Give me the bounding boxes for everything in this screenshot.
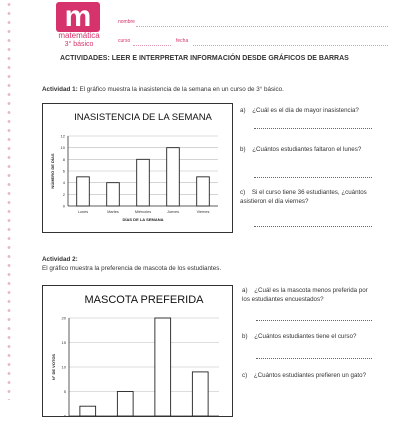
answer-line-1b[interactable] xyxy=(254,177,372,178)
logo-letter: m xyxy=(64,0,92,33)
bar xyxy=(117,392,133,417)
logo-grade: 3° básico xyxy=(64,41,94,48)
question-1a-letter: a) xyxy=(240,107,246,114)
y-tick-label: 10 xyxy=(60,145,65,151)
x-tick-label: Miércoles xyxy=(134,210,152,214)
dotted-border xyxy=(5,0,13,400)
activity-1-heading xyxy=(42,86,284,93)
bar xyxy=(197,177,210,206)
y-tick-label: 10 xyxy=(61,364,66,370)
bar xyxy=(77,177,90,206)
y-axis-label: NÚMERO DE DÍAS xyxy=(50,153,55,189)
activity-2-label-text: Actividad 2: xyxy=(42,256,78,263)
bar xyxy=(155,318,171,416)
question-2b-letter: b) xyxy=(242,333,248,340)
chart-title: MASCOTA PREFERIDA xyxy=(84,294,204,306)
y-tick-label: 5 xyxy=(63,389,66,394)
date-label: fecha xyxy=(176,38,189,44)
logo-icon xyxy=(56,2,100,32)
bar xyxy=(192,372,208,416)
y-axis-label: N° DE VOTOS xyxy=(51,353,56,381)
question-2b xyxy=(242,333,382,342)
answer-line-2a[interactable] xyxy=(256,320,372,321)
y-tick-label: 2 xyxy=(62,191,65,197)
page-title: ACTIVIDADES: LEER E INTERPRETAR INFORMACIÓN DESDE GRÁFICOS DE BARRAS xyxy=(60,55,349,62)
question-2a xyxy=(242,287,376,304)
course-line[interactable] xyxy=(133,45,171,46)
bar xyxy=(137,159,150,206)
x-tick-label: Jueves xyxy=(166,210,180,214)
y-tick-label: 0 xyxy=(62,203,65,209)
question-2a-text: ¿Cuál es la mascota menos preferida por los estudiantes encuestados? xyxy=(242,287,368,303)
absence-chart xyxy=(42,103,233,233)
question-1a-text: ¿Cuál es el día de mayor inasistencia? xyxy=(252,107,359,114)
y-tick-label: 6 xyxy=(62,168,65,174)
question-1c xyxy=(240,189,374,206)
question-2a-letter: a) xyxy=(242,287,248,294)
activity-1-label: Actividad 1: xyxy=(42,86,78,93)
name-line[interactable] xyxy=(136,26,388,27)
y-tick-label: 12 xyxy=(60,133,65,139)
question-1b-text: ¿Cuántos estudiantes faltaron el lunes? xyxy=(252,146,362,153)
answer-line-1c[interactable] xyxy=(254,226,372,227)
y-tick-label: 0 xyxy=(63,413,66,416)
question-1b-letter: b) xyxy=(240,146,246,153)
x-axis-label: DÍAS DE LA SEMANA xyxy=(122,217,164,222)
answer-line-2b[interactable] xyxy=(256,358,372,359)
question-1b xyxy=(240,146,372,155)
x-tick-label: Viernes xyxy=(196,210,210,214)
bar xyxy=(80,406,96,416)
absence-chart-svg xyxy=(43,104,232,232)
question-1c-text: Si el curso tiene 36 estudiantes, ¿cuántos asistieron el día viernes? xyxy=(240,189,367,205)
activity-1-text: El gráfico muestra la inasistencia de la semana en un curso de 3° básico. xyxy=(79,86,284,93)
question-1c-letter: c) xyxy=(240,189,246,196)
bar xyxy=(107,183,120,206)
question-2c xyxy=(242,372,376,381)
pet-chart xyxy=(42,285,233,417)
chart-title: INASISTENCIA DE LA SEMANA xyxy=(74,112,212,123)
question-1a xyxy=(240,107,386,116)
name-label: nombre xyxy=(118,19,135,25)
y-tick-label: 15 xyxy=(61,340,66,345)
y-tick-label: 4 xyxy=(62,180,65,186)
y-tick-label: 20 xyxy=(61,315,66,321)
activity-2-label xyxy=(42,256,78,263)
question-2b-text: ¿Cuántos estudiantes tiene el curso? xyxy=(254,333,357,340)
bar xyxy=(167,148,180,206)
course-label: curso xyxy=(118,38,131,44)
x-tick-label: Lunes xyxy=(77,210,89,214)
answer-line-1a[interactable] xyxy=(254,128,372,129)
activity-2-text: El gráfico muestra la preferencia de mascota de los estudiantes. xyxy=(42,265,222,272)
x-tick-label: Martes xyxy=(107,210,119,214)
pet-chart-svg xyxy=(43,286,232,416)
logo-word: matemática xyxy=(58,31,100,40)
question-2c-letter: c) xyxy=(242,372,248,379)
y-tick-label: 8 xyxy=(62,156,65,162)
question-2c-text: ¿Cuántos estudiantes prefieren un gato? xyxy=(253,372,367,379)
date-line[interactable] xyxy=(193,45,388,46)
